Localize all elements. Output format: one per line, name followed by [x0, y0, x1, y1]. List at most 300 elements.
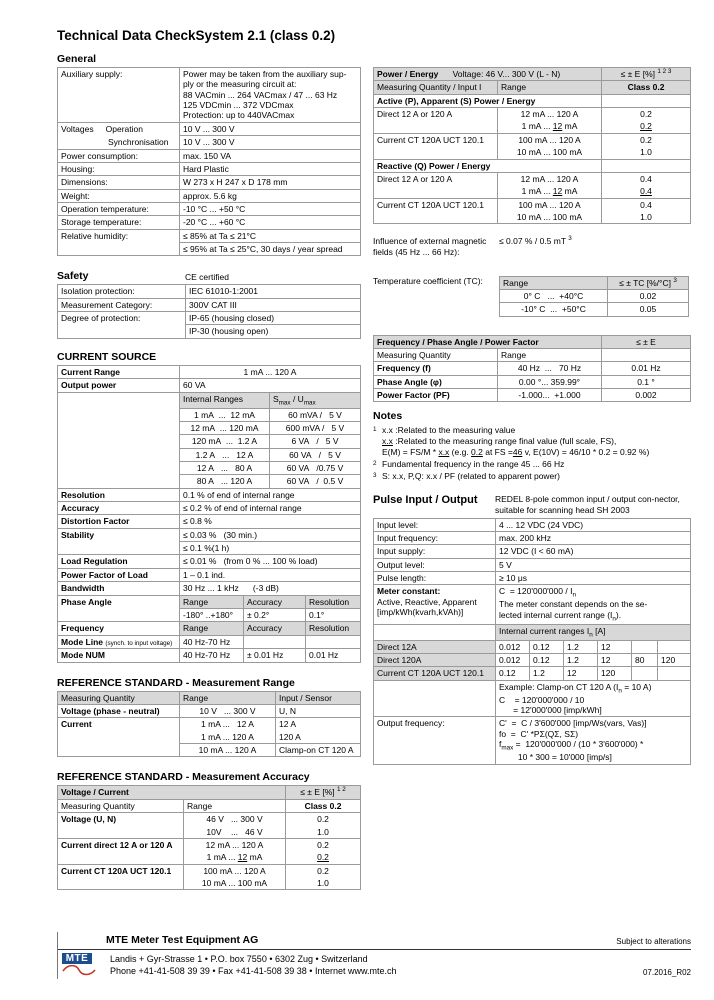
table-cell: W 273 x H 247 x D 178 mm — [180, 176, 361, 189]
left-column — [57, 53, 361, 890]
table-row — [374, 159, 691, 172]
table-cell: Relative humidity: — [58, 229, 180, 256]
table-cell: ≤ 0.01 % (from 0 % ... 100 % load) — [180, 555, 361, 568]
temperature-coefficient-row — [373, 276, 691, 317]
power-energy-table — [373, 67, 691, 224]
note-item-2 — [373, 459, 691, 470]
table-cell: Clamp-on CT 120 A — [276, 744, 361, 757]
table-cell: max. 150 VA — [180, 149, 361, 162]
table-cell: Input supply: — [374, 545, 496, 558]
page-title: Technical Data CheckSystem 2.1 (class 0.2) — [57, 28, 336, 43]
table-cell: max. 200 kHz — [496, 531, 691, 544]
table-cell: 40 Hz-70 Hz — [180, 649, 244, 662]
table-row — [58, 149, 361, 162]
table-row — [58, 229, 361, 242]
table-cell: $S_{max} / U_{max}$ — [270, 392, 361, 408]
table-cell: ± 0.2° — [244, 608, 306, 621]
table-cell: Power / Energy Voltage: 46 V... 300 V (L - N) — [374, 68, 602, 81]
table-row — [58, 68, 361, 123]
table-cell: 6 VA / 5 V — [270, 435, 361, 448]
table-row — [58, 379, 361, 392]
table-cell: Direct 12 A or 120 A — [374, 108, 498, 134]
table-cell: 0.12 — [530, 640, 564, 653]
temperature-coefficient-table-wrap — [499, 276, 691, 317]
table-cell — [306, 635, 361, 649]
table-cell: 100 mA ... 120 A — [184, 864, 286, 877]
table-cell: -1.000... +1.000 — [498, 389, 602, 402]
section-heading-ref-accuracy: REFERENCE STANDARD - Measurement Accuracy — [57, 771, 310, 784]
table-row — [58, 813, 361, 826]
table-cell: Reactive (Q) Power / Energy — [374, 159, 602, 172]
pulse-table — [373, 518, 691, 765]
table-cell: IP-30 (housing open) — [186, 325, 361, 338]
table-row — [374, 68, 691, 81]
pulse-subtitle: REDEL 8-pole common input / output con-nector, suitable for scanning head SH 2003 — [495, 494, 680, 515]
table-cell: ≤ ± E [%] $^{1 2 3}$ — [602, 68, 691, 81]
table-cell: 600 mVA / 5 V — [270, 421, 361, 434]
table-cell: Range — [498, 81, 602, 94]
table-cell: 0.1 % of end of internal range — [180, 488, 361, 501]
table-cell: Weight: — [58, 189, 180, 202]
table-row — [58, 312, 361, 325]
table-cell: Range — [180, 691, 276, 704]
table-cell: Hard Plastic — [180, 162, 361, 175]
table-cell: Current — [58, 718, 180, 757]
note-number: 3 — [373, 472, 377, 480]
table-cell: 5 V — [496, 558, 691, 571]
table-row — [58, 595, 361, 608]
footer-top-row — [58, 932, 691, 950]
table-cell: 0.012 — [496, 654, 530, 667]
table-cell: ≤ ± TC [%/°C] $^3$ — [608, 276, 689, 289]
table-row — [374, 362, 691, 375]
table-cell: 1.0 — [286, 877, 361, 890]
table-cell: 0° C ... +40°C — [500, 289, 608, 302]
table-cell: Phase Angle (φ) — [374, 375, 498, 388]
table-row — [374, 585, 691, 624]
table-cell: 10 mA ... 100 mA — [498, 146, 602, 159]
mte-logo-text: MTE — [62, 953, 92, 964]
notes-block — [373, 410, 691, 482]
table-cell: 10 V ... 300 V — [180, 122, 361, 135]
table-cell: 1 mA ... 12 mA — [180, 408, 270, 421]
table-cell: 12 — [598, 640, 632, 653]
table-cell: 60 mVA / 5 V — [270, 408, 361, 421]
table-cell: Example: Clamp-on CT 120 A ($I_n = 10$ A) C = 120'000'000 / 10 = 12'000'000 [imp/kWh] — [496, 680, 691, 717]
table-cell: Direct 12A — [374, 640, 496, 653]
table-cell: Storage temperature: — [58, 216, 180, 229]
table-row — [374, 81, 691, 94]
table-row — [374, 680, 691, 717]
table-cell: Measurement Category: — [58, 298, 186, 311]
table-row — [374, 172, 691, 185]
table-cell: IEC 61010-1:2001 — [186, 285, 361, 298]
table-cell: Range — [180, 622, 244, 635]
table-cell: 0.01 Hz — [602, 362, 691, 375]
table-cell: Power Factor of Load — [58, 568, 180, 581]
table-cell: Accuracy — [244, 595, 306, 608]
section-heading-current-source: CURRENT SOURCE — [57, 350, 157, 363]
table-cell: 0.05 — [608, 303, 689, 316]
table-cell: approx. 5.6 kg — [180, 189, 361, 202]
note-number: 2 — [373, 460, 377, 468]
table-cell: 60 VA / 5 V — [270, 448, 361, 461]
table-row — [374, 545, 691, 558]
table-cell: 0.2 — [286, 838, 361, 851]
table-cell: 12 A ... 80 A — [180, 461, 270, 474]
table-cell: -10° C ... +50°C — [500, 303, 608, 316]
table-cell: 1.2 — [564, 654, 598, 667]
table-cell: 0.4 — [602, 172, 691, 185]
table-cell: Current CT 120A UCT 120.1 — [374, 133, 498, 159]
ce-certified-note: CE certified — [185, 272, 229, 283]
table-row — [374, 198, 691, 211]
table-cell: 1.0 — [602, 146, 691, 159]
table-cell: Input / Sensor — [276, 691, 361, 704]
reference-accuracy-table — [57, 785, 361, 890]
table-cell: 1.0 — [602, 211, 691, 224]
temperature-coefficient-table — [499, 276, 689, 317]
table-row — [58, 622, 361, 635]
table-row — [374, 572, 691, 585]
table-cell: Phase Angle — [58, 595, 180, 622]
table-row — [58, 582, 361, 595]
table-cell: Measuring Quantity — [374, 349, 498, 362]
table-row — [58, 799, 361, 812]
table-row — [58, 488, 361, 501]
table-row — [374, 518, 691, 531]
table-cell — [658, 640, 691, 653]
footer-address-line: Landis + Gyr-Strasse 1 • P.O. box 7550 • 6302 Zug • Switzerland — [110, 954, 368, 964]
table-cell: Direct 120A — [374, 654, 496, 667]
table-cell: 0.01 Hz — [306, 649, 361, 662]
table-cell: 1 mA ... 12 A — [180, 718, 276, 731]
notes-heading: Notes — [373, 410, 403, 423]
table-cell: Frequency / Phase Angle / Power Factor — [374, 335, 602, 348]
footer-company-name: MTE Meter Test Equipment AG — [106, 934, 259, 946]
table-row — [58, 365, 361, 378]
table-cell: Housing: — [58, 162, 180, 175]
table-cell: 12 A — [276, 718, 361, 731]
table-cell — [244, 635, 306, 649]
table-row — [58, 136, 361, 149]
magnetic-influence-value: ≤ 0.07 % / 0.5 mT $^3$ — [499, 235, 572, 247]
table-row — [58, 691, 361, 704]
safety-heading-row — [57, 270, 361, 282]
table-cell: 120 A — [276, 731, 361, 744]
table-cell: 12 — [564, 667, 598, 680]
table-cell: 0.002 — [602, 389, 691, 402]
table-cell: ± 0.01 Hz — [244, 649, 306, 662]
section-heading-ref-range: REFERENCE STANDARD - Measurement Range — [57, 676, 295, 689]
table-cell: 0.4 — [602, 198, 691, 211]
table-cell: Mode Line (synch. to input voltage) — [58, 635, 180, 649]
table-cell: Auxiliary supply: — [58, 68, 180, 123]
table-cell: Input level: — [374, 518, 496, 531]
table-cell: Voltage (U, N) — [58, 813, 184, 839]
table-cell: Resolution — [306, 595, 361, 608]
table-cell: Output frequency: — [374, 717, 496, 764]
table-cell: Dimensions: — [58, 176, 180, 189]
table-cell: U, N — [276, 705, 361, 718]
table-cell: Range — [498, 349, 602, 362]
table-row — [374, 335, 691, 348]
table-cell: 100 mA ... 120 A — [498, 133, 602, 146]
table-row — [374, 133, 691, 146]
table-cell: IP-65 (housing closed) — [186, 312, 361, 325]
table-row — [58, 786, 361, 799]
table-cell: Measuring Quantity / Input I — [374, 81, 498, 94]
table-cell: 0.12 — [496, 667, 530, 680]
table-cell: 1.0 — [286, 826, 361, 839]
table-cell: Output level: — [374, 558, 496, 571]
table-cell: 0.2 — [602, 108, 691, 121]
table-cell: 40 Hz-70 Hz — [180, 635, 244, 649]
table-cell: 10 V ... 300 V — [180, 705, 276, 718]
general-table — [57, 67, 361, 256]
table-cell — [602, 159, 691, 172]
table-cell: 100 mA ... 120 A — [498, 198, 602, 211]
table-cell — [602, 94, 691, 107]
table-cell: 120 mA ... 1.2 A — [180, 435, 270, 448]
table-cell: 80 A ... 120 A — [180, 475, 270, 488]
table-cell: 0.1° — [306, 608, 361, 621]
note-item-1 — [373, 425, 691, 458]
table-cell: 60 VA — [180, 379, 361, 392]
table-row — [374, 108, 691, 121]
table-cell: Current direct 12 A or 120 A — [58, 838, 184, 864]
table-cell: Frequency — [58, 622, 180, 635]
pulse-section — [373, 494, 691, 764]
table-cell: C' = C / 3'600'000 [imp/Ws(vars, Vas)] fo = C' *PΣ(QΣ, SΣ) $f_{max} = 120'000'000 / (10 * 3'600'000)$ * 10 * 300 = 10'000 [imp/s] — [496, 717, 691, 764]
table-cell: Voltage / Current — [58, 786, 286, 799]
table-row — [58, 568, 361, 581]
table-cell: Frequency (f) — [374, 362, 498, 375]
table-cell: Current Range — [58, 365, 180, 378]
table-cell: 0.2 — [602, 133, 691, 146]
footer-subject-note: Subject to alterations — [616, 937, 691, 946]
table-cell: Range — [180, 595, 244, 608]
table-cell: 0.00 °... 359.99° — [498, 375, 602, 388]
table-cell: Power may be taken from the auxiliary sup- ply or the measuring circuit at: 88 VACmin ... 264 VACmax / 47 ... 63 Hz 125 VDCmin ... 372 VDCmax Protection: up to 440VACmax — [180, 68, 361, 123]
footer-address-block — [110, 953, 643, 977]
table-cell: ≤ 0.8 % — [180, 515, 361, 528]
table-row — [58, 176, 361, 189]
table-row — [58, 502, 361, 515]
mte-logo — [58, 953, 110, 977]
table-cell: 120 — [598, 667, 632, 680]
current-source-internal-ranges — [57, 392, 361, 489]
table-cell: 0.2 — [286, 851, 361, 864]
table-cell: Isolation protection: — [58, 285, 186, 298]
table-cell: Measuring Quantity — [58, 691, 180, 704]
table-cell: 80 — [632, 654, 658, 667]
footer-contact-line: Phone +41-41-508 39 39 • Fax +41-41-508 39 38 • Internet www.mte.ch — [110, 966, 397, 977]
temperature-coefficient-label: Temperature coefficient (TC): — [373, 275, 483, 286]
table-cell: 1.2 A ... 12 A — [180, 448, 270, 461]
table-row — [58, 838, 361, 851]
note-text: S: x.x, P,Q: x.x / PF (related to apparent power) — [382, 471, 560, 482]
table-row — [374, 624, 691, 640]
table-cell: 60 VA /0.75 V — [270, 461, 361, 474]
table-cell: 60 VA / 0.5 V — [270, 475, 361, 488]
mte-logo-wave-icon — [62, 965, 96, 976]
table-cell: 0.2 — [286, 813, 361, 826]
table-cell: Resolution — [306, 622, 361, 635]
safety-table — [57, 284, 361, 338]
table-cell: 0.02 — [608, 289, 689, 302]
note-text: Fundamental frequency in the range 45 ... 66 Hz — [382, 459, 565, 470]
note-item-3 — [373, 471, 691, 482]
table-cell — [602, 349, 691, 362]
table-cell: -20 °C ... +60 °C — [180, 216, 361, 229]
table-cell: 10 mA ... 120 A — [180, 744, 276, 757]
table-cell: 0.2 — [286, 864, 361, 877]
table-cell: 0.4 — [602, 185, 691, 198]
table-cell: 12 mA ... 120 A — [498, 108, 602, 121]
current-source-phase-frequency — [57, 595, 361, 663]
table-cell: Pulse length: — [374, 572, 496, 585]
table-row — [374, 94, 691, 107]
table-row — [374, 667, 691, 680]
table-cell: Active (P), Apparent (S) Power / Energy — [374, 94, 602, 107]
table-cell: Mode NUM — [58, 649, 180, 662]
table-cell: $C = 120'000'000 / I_n$ The meter constant depends on the se- lected internal current range $(I_n)$. — [496, 585, 691, 624]
table-row — [58, 202, 361, 215]
table-cell: Class 0.2 — [602, 81, 691, 94]
table-row — [500, 289, 689, 302]
table-cell: Output power — [58, 379, 180, 392]
table-cell: ≥ 10 μs — [496, 572, 691, 585]
table-cell: ≤ ± E [%] $^{1 2}$ — [286, 786, 361, 799]
table-row — [58, 635, 361, 649]
table-cell: Accuracy — [58, 502, 180, 515]
table-cell: Distortion Factor — [58, 515, 180, 528]
table-cell: 12 mA ... 120 mA — [180, 421, 270, 434]
table-cell: Meter constant: Active, Reactive, Apparent [imp/kWh(kvarh,kVAh)] — [374, 585, 496, 624]
table-cell: 12 — [598, 654, 632, 667]
table-row — [374, 640, 691, 653]
table-cell: Internal current ranges $I_n$ [A] — [496, 624, 691, 640]
table-row — [58, 392, 361, 408]
table-row — [374, 654, 691, 667]
table-cell: 10 V ... 300 V — [180, 136, 361, 149]
footer-revision: 07.2016_R02 — [642, 968, 691, 978]
table-cell: Power consumption: — [58, 149, 180, 162]
table-row — [500, 276, 689, 289]
table-cell — [632, 640, 658, 653]
table-cell: Voltage (phase - neutral) — [58, 705, 180, 718]
section-heading-pulse: Pulse Input / Output — [373, 494, 478, 507]
table-row — [58, 162, 361, 175]
table-row — [374, 375, 691, 388]
table-cell: Load Regulation — [58, 555, 180, 568]
table-cell: ≤ 0.2 % of end of internal range — [180, 502, 361, 515]
table-cell: Input frequency: — [374, 531, 496, 544]
table-cell: 1.2 — [530, 667, 564, 680]
table-row — [58, 528, 361, 541]
magnetic-influence-row — [373, 236, 691, 257]
table-row — [58, 515, 361, 528]
table-row — [374, 389, 691, 402]
table-cell: Class 0.2 — [286, 799, 361, 812]
table-cell — [658, 667, 691, 680]
table-cell: ≤ 0.03 % (30 min.) — [180, 528, 361, 541]
table-cell: -10 °C ... +50 °C — [180, 202, 361, 215]
table-cell: Power Factor (PF) — [374, 389, 498, 402]
table-cell: 0.1 ° — [602, 375, 691, 388]
table-cell: -180° ..+180° — [180, 608, 244, 621]
table-cell: 12 mA ... 120 A — [184, 838, 286, 851]
table-cell: Synchronisation — [58, 136, 180, 149]
table-cell: 1.2 — [564, 640, 598, 653]
note-text: x.x :Related to the measuring value x.x :Related to the measuring range final value (full scale, FS), E(M) = FS/M * x.x (e.g. 0.2 at FS =46 v, E(10V) = 46/10 * 0.2 = 0.92 %) — [382, 425, 650, 458]
current-source-table-1 — [57, 365, 361, 393]
reference-range-table — [57, 691, 361, 758]
table-row — [58, 122, 361, 135]
table-row — [58, 216, 361, 229]
table-cell: 10V ... 46 V — [184, 826, 286, 839]
table-cell: Direct 12 A or 120 A — [374, 172, 498, 198]
table-cell: Degree of protection: — [58, 312, 186, 339]
current-source-table-3 — [57, 488, 361, 596]
table-row — [500, 303, 689, 316]
table-row — [58, 705, 361, 718]
table-row — [58, 285, 361, 298]
table-cell — [374, 680, 496, 717]
table-cell: 0.12 — [530, 654, 564, 667]
magnetic-influence-label: Influence of external magnetic fields (45 Hz ... 66 Hz): — [373, 236, 487, 257]
table-cell: 10 mA ... 100 mA — [184, 877, 286, 890]
table-row — [58, 189, 361, 202]
note-number: 1 — [373, 426, 377, 434]
table-row — [58, 649, 361, 662]
table-row — [374, 717, 691, 764]
table-cell: Range — [184, 799, 286, 812]
content-columns — [57, 53, 691, 890]
table-cell: 4 ... 12 VDC (24 VDC) — [496, 518, 691, 531]
table-cell: 1 – 0.1 ind. — [180, 568, 361, 581]
table-cell: 1 mA ... 12 mA — [498, 185, 602, 198]
current-source-table — [57, 365, 361, 663]
table-cell: ≤ 95% at Ta ≤ 25°C, 30 days / year spread — [180, 243, 361, 256]
table-row — [58, 298, 361, 311]
table-cell: Bandwidth — [58, 582, 180, 595]
table-cell: 1 mA ... 12 mA — [184, 851, 286, 864]
table-cell: 1 mA ... 12 mA — [498, 120, 602, 133]
right-column — [373, 53, 691, 765]
table-cell: Voltages Operation — [58, 122, 180, 135]
table-cell: ≤ 0.1 %(1 h) — [180, 542, 361, 555]
table-cell: ≤ ± E — [602, 335, 691, 348]
table-cell: 12 mA ... 120 A — [498, 172, 602, 185]
table-cell: Current CT 120A UCT 120.1 — [374, 198, 498, 224]
table-cell: 1 mA ... 120 A — [180, 731, 276, 744]
table-cell: 12 VDC (I < 60 mA) — [496, 545, 691, 558]
table-cell: 40 Hz ... 70 Hz — [498, 362, 602, 375]
table-cell: Stability — [58, 528, 180, 555]
table-row — [374, 558, 691, 571]
table-cell: Current CT 120A UCT 120.1 — [58, 864, 184, 890]
table-cell: 120 — [658, 654, 691, 667]
table-cell: Resolution — [58, 488, 180, 501]
table-cell: ≤ 85% at Ta ≤ 21°C — [180, 229, 361, 242]
table-cell: Accuracy — [244, 622, 306, 635]
table-row — [374, 349, 691, 362]
table-cell: 0.012 — [496, 640, 530, 653]
table-cell: 10 mA ... 100 mA — [498, 211, 602, 224]
table-cell — [374, 624, 496, 640]
